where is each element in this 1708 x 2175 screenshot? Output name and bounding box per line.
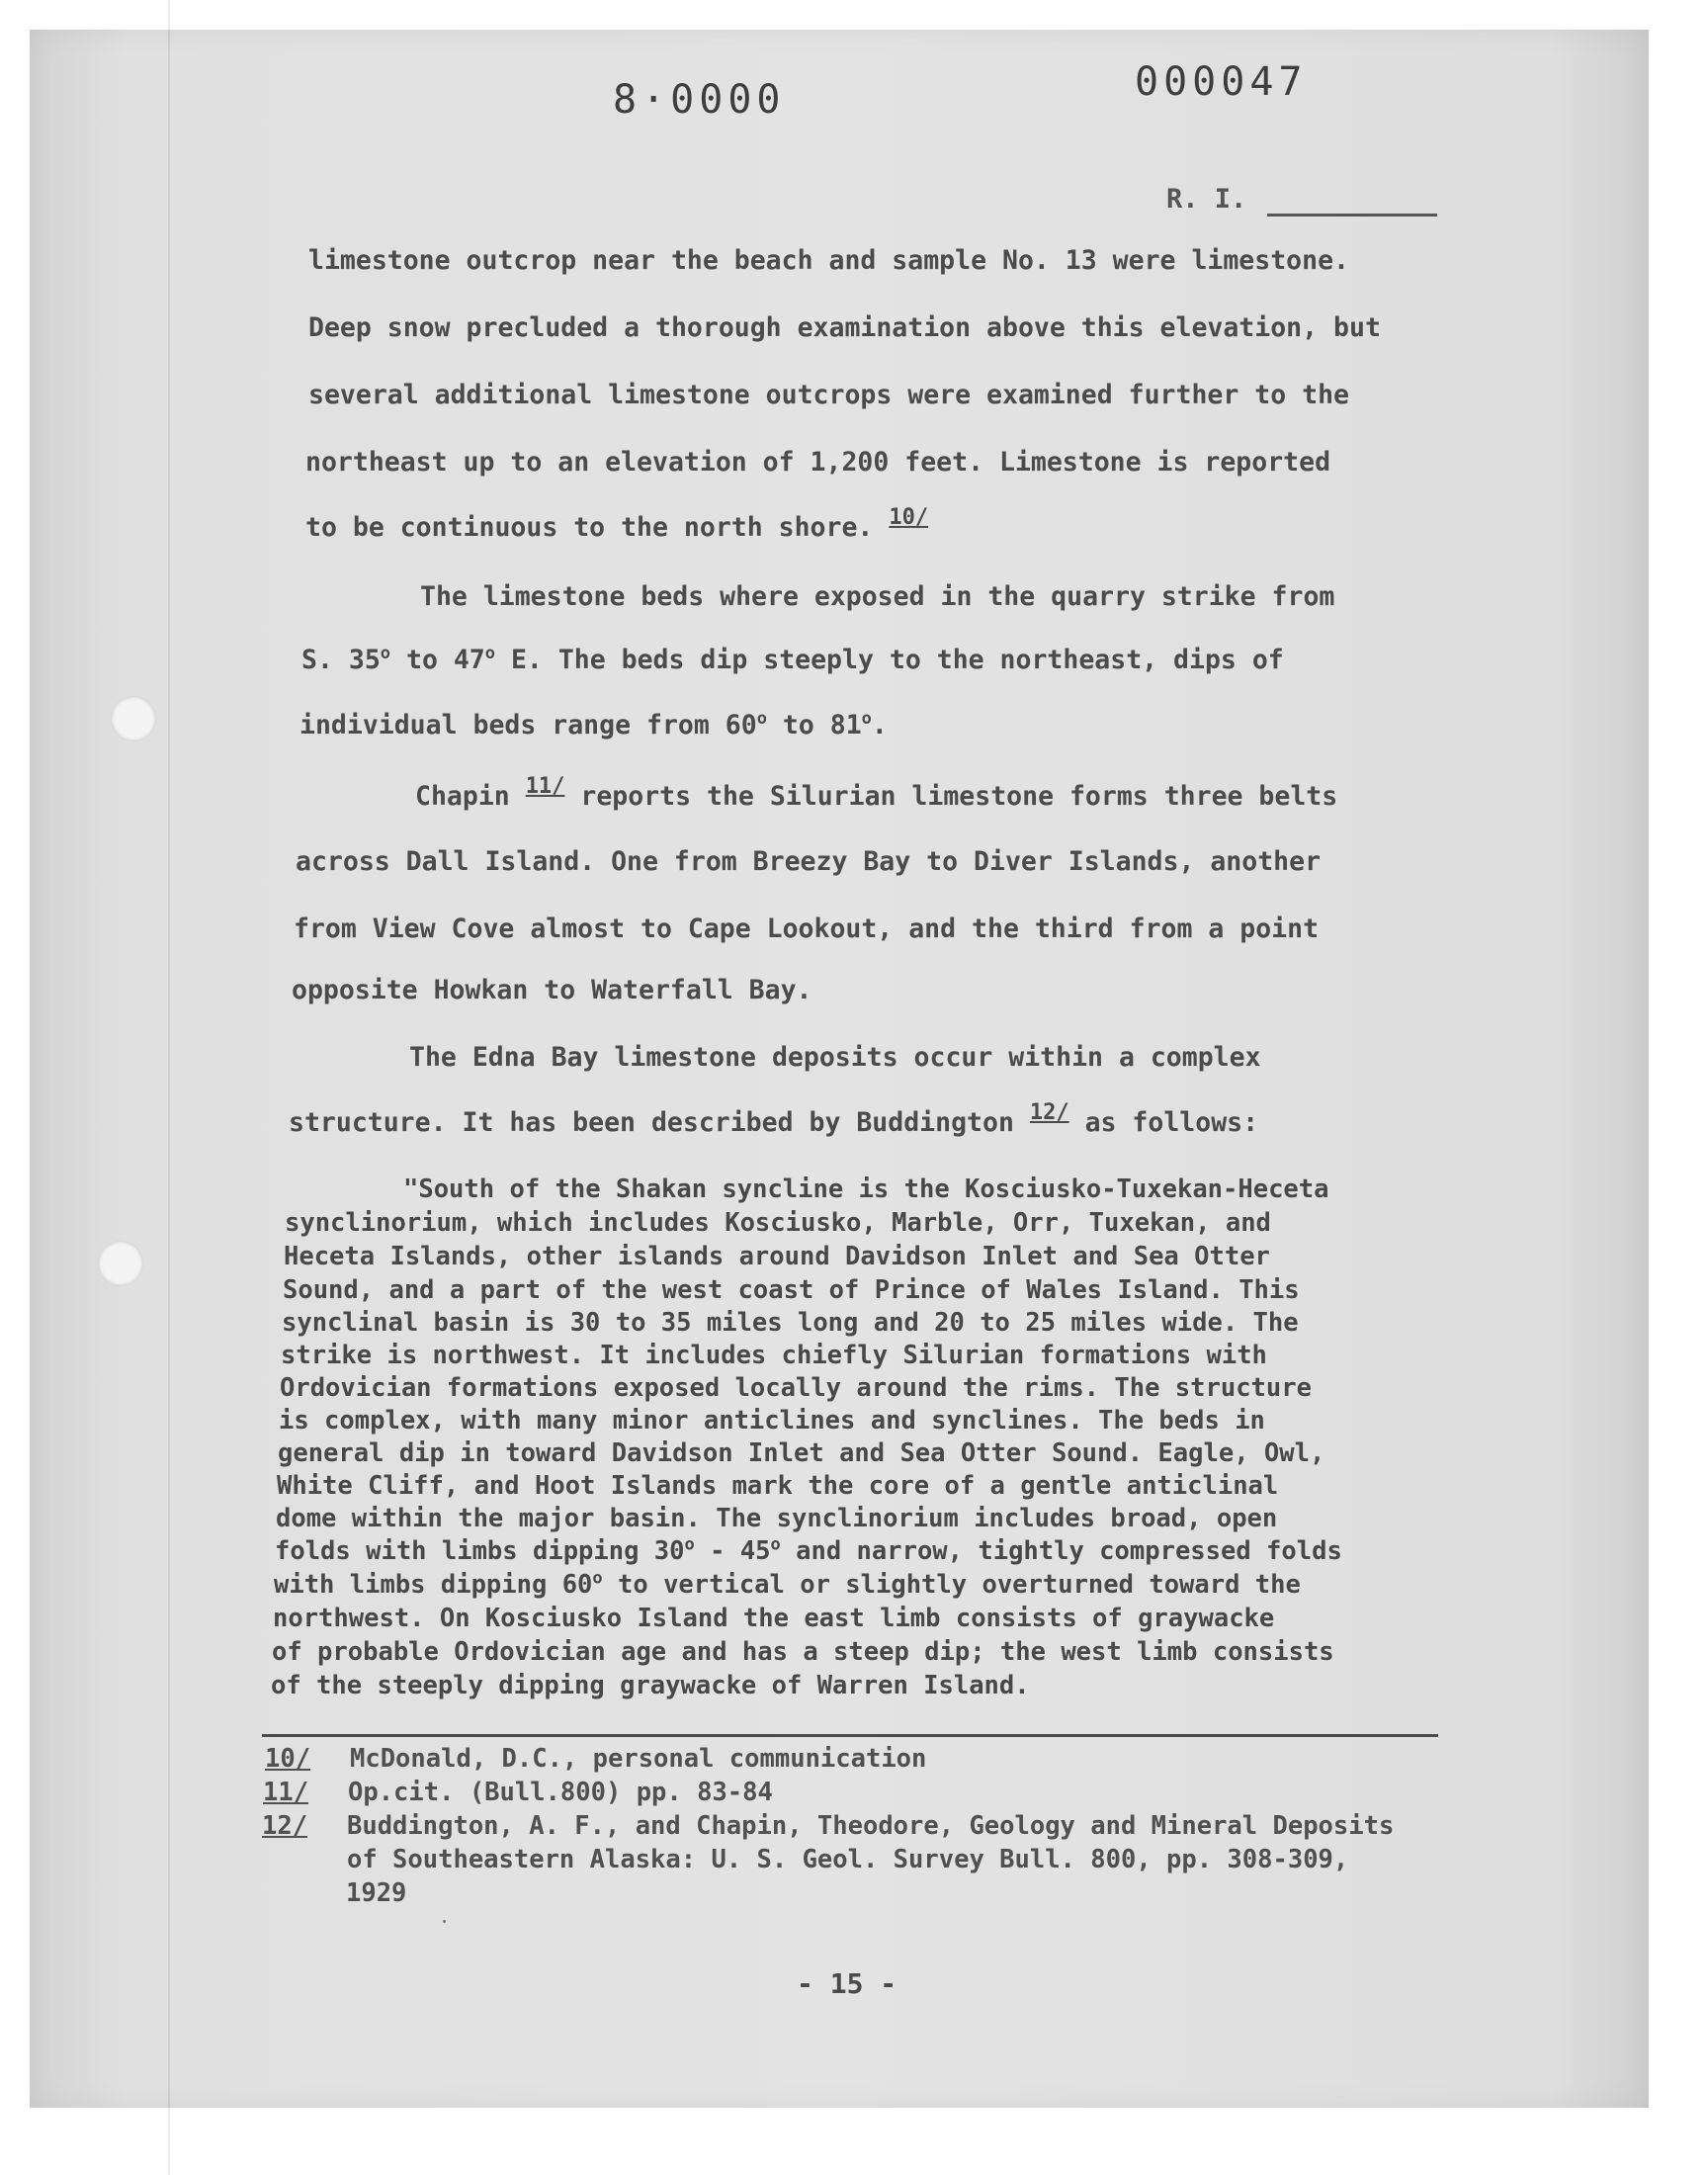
footnote-10: [265, 1744, 926, 1774]
degree-sign: o: [861, 709, 872, 730]
speck: [443, 1920, 446, 1923]
para1-line3: several additional limestone outcrops were examined further to the: [308, 380, 1349, 410]
para2-line2: [301, 645, 1284, 675]
quote-limbs-end: to vertical or slightly overturned toward the: [602, 1570, 1301, 1600]
quote-line6: strike is northwest. It includes chiefly Silurian formations with: [281, 1341, 1267, 1370]
ri-label: R. I.: [1166, 184, 1247, 215]
quote-folds-end: and narrow, tightly compressed folds: [780, 1536, 1342, 1566]
quote-line7: Ordovician formations exposed locally around the rims. The structure: [280, 1373, 1312, 1403]
footnote-10-text: McDonald, D.C., personal communication: [350, 1744, 927, 1774]
para4-as-follows: as follows:: [1068, 1107, 1259, 1138]
para3-line1-rest: reports the Silurian limestone forms three belts: [564, 781, 1338, 812]
footnote-12-text-line1: Buddington, A. F., and Chapin, Theodore, Geology and Mineral Deposits: [347, 1811, 1395, 1841]
quote-limbs-start: with limbs dipping 60: [274, 1570, 593, 1600]
page-number: - 15 -: [797, 1967, 897, 2000]
para4-line2: [289, 1100, 1259, 1138]
degree-sign: o: [592, 1568, 603, 1589]
para3-line1: [415, 774, 1338, 812]
para3-line3: from View Cove almost to Cape Lookout, and the third from a point: [294, 914, 1320, 944]
para3-line2: across Dall Island. One from Breezy Bay to Diver Islands, another: [296, 846, 1322, 877]
para1-line2: Deep snow precluded a thorough examination above this elevation, but: [308, 312, 1381, 343]
degree-sign: o: [684, 1534, 695, 1555]
para2-strike-start: S. 35: [301, 645, 381, 675]
stamp-number-right: 000047: [1135, 59, 1308, 105]
degree-sign: o: [756, 709, 767, 730]
para2-line3: [299, 710, 888, 740]
footnote-12-line2: of Southeastern Alaska: U. S. Geol. Survey Bull. 800, pp. 308-309,: [347, 1845, 1349, 1874]
quote-line5: synclinal basin is 30 to 35 miles long and 20 to 25 miles wide. The: [282, 1308, 1299, 1338]
footnote-12-line3: 1929: [346, 1878, 407, 1908]
footnote-ref-11: 11/: [525, 774, 565, 799]
quote-line12: [275, 1536, 1342, 1566]
footnote-rule: [262, 1734, 1438, 1737]
footnote-ref-12: 12/: [1029, 1100, 1069, 1125]
scan-edge-line: [168, 0, 170, 2175]
footnote-ref-10: 10/: [889, 505, 929, 530]
footnote-11-text: Op.cit. (Bull.800) pp. 83-84: [348, 1778, 773, 1807]
stamp-number-left: 8·0000: [613, 77, 786, 123]
footnote-11-number: 11/: [263, 1778, 309, 1807]
para2-strike-end: to 47: [390, 645, 485, 675]
quote-folds-range: - 45: [694, 1536, 771, 1566]
quote-line3: Heceta Islands, other islands around Davidson Inlet and Sea Otter: [284, 1242, 1270, 1271]
para2-line1: The limestone beds where exposed in the quarry strike from: [420, 581, 1335, 612]
quote-line15: of probable Ordovician age and has a steep dip; the west limb consists: [272, 1637, 1334, 1667]
para2-range-end: to 81: [766, 710, 862, 740]
para3-line4: opposite Howkan to Waterfall Bay.: [292, 975, 812, 1005]
para4-line1: The Edna Bay limestone deposits occur within a complex: [409, 1042, 1261, 1073]
quote-line2: synclinorium, which includes Kosciusko, Marble, Orr, Tuxekan, and: [285, 1208, 1271, 1238]
punch-hole-bottom: [98, 1241, 143, 1286]
para2-dip-text: E. The beds dip steeply to the northeast, dips of: [495, 645, 1284, 675]
quote-line9: general dip in toward Davidson Inlet and Sea Otter Sound. Eagle, Owl,: [278, 1438, 1325, 1468]
para2-range-start: individual beds range from 60: [299, 710, 757, 740]
quote-line8: is complex, with many minor anticlines and synclines. The beds in: [279, 1406, 1265, 1436]
para1-line1: limestone outcrop near the beach and sample No. 13 were limestone.: [308, 245, 1349, 276]
degree-sign: o: [380, 644, 391, 664]
punch-hole-top: [111, 696, 156, 741]
ri-blank-line: [1267, 214, 1437, 217]
footnote-11: [263, 1778, 773, 1807]
para2-period: .: [871, 710, 888, 740]
quote-line10: White Cliff, and Hoot Islands mark the core of a gentle anticlinal: [277, 1471, 1279, 1501]
quote-line11: dome within the major basin. The synclinorium includes broad, open: [276, 1504, 1278, 1533]
degree-sign: o: [484, 644, 496, 664]
quote-line13: [274, 1570, 1301, 1600]
footnote-12: [262, 1811, 1394, 1841]
quote-line16: of the steeply dipping graywacke of Warren Island.: [271, 1671, 1030, 1700]
para1-line5: [305, 505, 929, 543]
quote-line1: "South of the Shakan syncline is the Kosciusko-Tuxekan-Heceta: [403, 1174, 1329, 1204]
quote-line4: Sound, and a part of the west coast of Prince of Wales Island. This: [283, 1275, 1300, 1305]
degree-sign: o: [770, 1534, 781, 1555]
quote-line14: northwest. On Kosciusko Island the east limb consists of graywacke: [273, 1604, 1275, 1633]
footnote-12-number: 12/: [262, 1811, 308, 1841]
para4-line2-text: structure. It has been described by Buddington: [289, 1107, 1030, 1138]
para3-chapin: Chapin: [415, 781, 526, 812]
para1-line5-text: to be continuous to the north shore.: [305, 512, 874, 543]
quote-folds-start: folds with limbs dipping 30: [275, 1536, 685, 1566]
footnote-10-number: 10/: [265, 1744, 311, 1774]
para1-line4: northeast up to an elevation of 1,200 feet. Limestone is reported: [305, 447, 1331, 478]
